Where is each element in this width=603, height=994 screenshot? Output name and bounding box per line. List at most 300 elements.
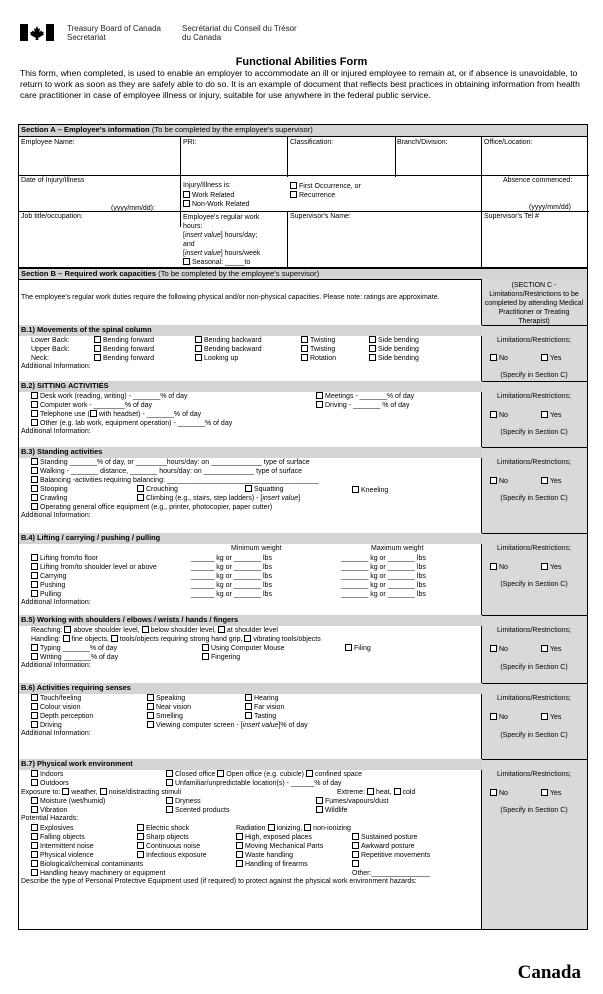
b7-infectious-checkbox[interactable] xyxy=(137,851,144,858)
b1-upper-bb-checkbox[interactable] xyxy=(195,345,202,352)
b7-no-checkbox[interactable] xyxy=(490,789,497,796)
b7-firearms-checkbox[interactable] xyxy=(236,860,243,867)
b5-tools-checkbox[interactable] xyxy=(111,635,118,642)
b6-near: Near vision xyxy=(156,704,192,711)
b2-driving-checkbox[interactable] xyxy=(316,401,323,408)
b7-radiation: Radiation xyxy=(236,825,266,832)
b6-no-checkbox[interactable] xyxy=(490,713,497,720)
dept-fr-line2: du Canada xyxy=(182,33,222,42)
b7-waste: Waste handling xyxy=(245,852,293,859)
b7-cold-checkbox[interactable] xyxy=(394,788,401,795)
b3-yes-checkbox[interactable] xyxy=(541,477,548,484)
b7-sharp-checkbox[interactable] xyxy=(137,833,144,840)
b1-sb-2: Side bending xyxy=(378,346,419,353)
absence-format: (yyyy/mm/dd) xyxy=(529,204,571,211)
intro-text: This form, when completed, is used to enable an employer to accommodate an ill or injured employee to remain at, or if absence is unavoidable, to return to work as soon as they are safely able to do so. It is an example of document that reflects best practices in obtaining information from health care practitioner in case of employee illness or injury, suitable for use anywhere in the federal public service. xyxy=(20,68,580,100)
b3-walking-checkbox[interactable] xyxy=(31,467,38,474)
b1-lower-bf-checkbox[interactable] xyxy=(94,336,101,343)
b5-specify: (Specify in Section C) xyxy=(500,664,568,671)
b4-item-0: Lifting from/to floor xyxy=(40,555,98,562)
b1-no-checkbox[interactable] xyxy=(490,354,497,361)
b1-upper-back: Upper Back: xyxy=(31,346,70,353)
b4-lift-floor-checkbox[interactable] xyxy=(31,554,38,561)
b2-tel-a: Telephone use ( xyxy=(40,411,90,418)
b7-yes-checkbox[interactable] xyxy=(541,789,548,796)
b6-limitations: Limitations/Restrictions; xyxy=(497,695,571,702)
b1-neck-ro-checkbox[interactable] xyxy=(301,354,308,361)
b7-sustained-checkbox[interactable] xyxy=(352,833,359,840)
b5-above-checkbox[interactable] xyxy=(64,626,71,633)
b6-touch-checkbox[interactable] xyxy=(31,694,38,701)
b7-ionizing: ionizing, xyxy=(276,825,303,832)
b7-vibration-checkbox[interactable] xyxy=(31,806,38,813)
b1-bb-1: Bending backward xyxy=(204,337,262,344)
b4-yes-checkbox[interactable] xyxy=(541,563,548,570)
b4-specify: (Specify in Section C) xyxy=(500,581,568,588)
b2-yes-checkbox[interactable] xyxy=(541,411,548,418)
b6-viewing-a: Viewing computer screen - [ xyxy=(156,722,243,729)
b6-driving-checkbox[interactable] xyxy=(31,721,38,728)
b7-explosives-checkbox[interactable] xyxy=(31,824,38,831)
b2-meetings-checkbox[interactable] xyxy=(316,392,323,399)
b4-title: B.4) Lifting / carrying / pushing / pulling xyxy=(19,533,482,544)
b5-limitations: Limitations/Restrictions; xyxy=(497,627,571,634)
b4-max-header: Maximum weight xyxy=(371,545,424,552)
reg-hours-and: and xyxy=(183,241,195,248)
b7-repetitive: Repetitive movements xyxy=(361,852,431,859)
b2-no: No xyxy=(499,412,508,419)
b2-title: B.2) SITTING ACTIVITIES xyxy=(19,381,482,392)
b4-max-fields[interactable] xyxy=(341,554,426,599)
b5-no: No xyxy=(499,646,508,653)
b7-violence-checkbox[interactable] xyxy=(31,851,38,858)
b7-heavy-checkbox[interactable] xyxy=(31,869,38,876)
b7-intermittent-checkbox[interactable] xyxy=(31,842,38,849)
b7-fumes: Fumes/vapours/dust xyxy=(325,798,389,805)
b4-additional: Additional Information: xyxy=(21,599,91,606)
b3-balancing: Balancing -activities requiring balancing: _______________________________________ xyxy=(40,477,319,484)
section-b xyxy=(18,268,588,930)
b1-lower-tw-checkbox[interactable] xyxy=(301,336,308,343)
b7-exposure: Exposure to: xyxy=(21,789,61,796)
b7-nonionizing-checkbox[interactable] xyxy=(304,824,311,831)
regular-hours-block: Employee's regular work hours: [insert value] hours/day; and [insert value] hours/week Seasonal: _____to xyxy=(183,214,261,266)
b3-operating-checkbox[interactable] xyxy=(31,503,38,510)
b5-mouse-checkbox[interactable] xyxy=(202,644,209,651)
b1-lower-back: Lower Back: xyxy=(31,337,70,344)
b7-hazards: Potential Hazards: xyxy=(21,815,79,822)
b7-vibration: Vibration xyxy=(40,807,68,814)
canada-wordmark: Canada xyxy=(517,962,581,983)
b7-sustained: Sustained posture xyxy=(361,834,418,841)
b7-extreme: Extreme: xyxy=(337,789,366,796)
b7-dryness-checkbox[interactable] xyxy=(166,797,173,804)
b7-nonionizing: non-ionizing xyxy=(313,825,351,832)
b6-far-checkbox[interactable] xyxy=(245,703,252,710)
b4-min-header: Minimum weight xyxy=(231,545,282,552)
pri-field[interactable]: PRI: xyxy=(183,139,197,146)
b1-additional: Additional Information: xyxy=(21,363,91,370)
reg-hours-week-value[interactable]: insert value xyxy=(184,250,221,257)
first-occurrence-label: First Occurrence, or xyxy=(299,183,361,190)
b3-kneeling: Kneeling xyxy=(361,487,389,494)
b5-fine: fine objects, xyxy=(71,636,109,643)
b7-infectious: Infectious exposure xyxy=(146,852,207,859)
b3-standing-checkbox[interactable] xyxy=(31,458,38,465)
b3-climbing-a: Climbing (e.g., stairs, step ladders) - [ xyxy=(146,495,263,502)
b3-crawling: Crawling xyxy=(40,495,68,502)
branch-field[interactable]: Branch/Division: xyxy=(397,139,448,146)
b1-bf-1: Bending forward xyxy=(103,337,154,344)
b5-title: B.5) Working with shoulders / elbows / wrists / hands / fingers xyxy=(19,615,482,626)
b1-bf-3: Bending forward xyxy=(103,355,154,362)
date-format-label: (yyyy/mm/dd): xyxy=(111,205,155,212)
office-field[interactable]: Office/Location: xyxy=(484,139,533,146)
b6-speaking: Speaking xyxy=(156,695,186,702)
b4-pushing-checkbox[interactable] xyxy=(31,581,38,588)
b5-fingering: Fingering xyxy=(211,654,241,661)
b3-standing: Standing _______% of day, or ________hours/day: on _____________ type of surface xyxy=(40,459,310,466)
b7-indoors: Indoors xyxy=(40,771,64,778)
b7-outdoors: Outdoors xyxy=(40,780,69,787)
b7-awkward: Awkward posture xyxy=(361,843,415,850)
b7-falling-checkbox[interactable] xyxy=(31,833,38,840)
b7-moisture-checkbox[interactable] xyxy=(31,797,38,804)
b4-no: No xyxy=(499,564,508,571)
b6-title: B.6) Activities requiring senses xyxy=(19,683,482,694)
b6-viewing-value[interactable]: insert value xyxy=(242,722,279,729)
b4-min-fields[interactable] xyxy=(191,554,272,599)
b2-other-checkbox[interactable] xyxy=(31,419,38,426)
b4-item-4: Pulling xyxy=(40,591,62,598)
b7-fumes-checkbox[interactable] xyxy=(316,797,323,804)
b5-above: above shoulder level, xyxy=(73,627,140,634)
b2-desk-checkbox[interactable] xyxy=(31,392,38,399)
b2-computer: Computer work - ________% of day xyxy=(40,402,153,409)
b7-continuous-checkbox[interactable] xyxy=(137,842,144,849)
b7-moving: Moving Mechanical Parts xyxy=(245,843,324,850)
b7-title: B.7) Physical work environment xyxy=(19,759,482,770)
date-injury-label: Date of Injury/Illness xyxy=(21,177,85,184)
b1-neck-lu-checkbox[interactable] xyxy=(195,354,202,361)
non-work-checkbox[interactable] xyxy=(183,200,190,207)
b1-lu: Looking up xyxy=(204,355,239,362)
classification-field[interactable]: Classification: xyxy=(290,139,334,146)
b5-filing-checkbox[interactable] xyxy=(345,644,352,651)
b5-below: below shoulder level, xyxy=(150,627,216,634)
b7-heat: heat, xyxy=(375,789,392,796)
b5-vib-checkbox[interactable] xyxy=(244,635,251,642)
b7-closed: Closed office xyxy=(175,771,216,778)
b6-yes-checkbox[interactable] xyxy=(541,713,548,720)
b7-heavy: Handling heavy machinery or equipment xyxy=(40,870,166,877)
b6-colour-checkbox[interactable] xyxy=(31,703,38,710)
b4-pulling-checkbox[interactable] xyxy=(31,590,38,597)
b7-unfamiliar: Unfamiliar/unpredictable location(s) - ______% of day xyxy=(175,780,342,787)
b7-continuous: Continuous noise xyxy=(146,843,201,850)
b5-typing: Typing _______% of day xyxy=(40,645,118,652)
b4-min-2[interactable]: ______ kg or _______ lbs xyxy=(191,573,272,580)
b1-sb-3: Side bending xyxy=(378,355,419,362)
b7-electric: Electric shock xyxy=(146,825,190,832)
b7-indoors-checkbox[interactable] xyxy=(31,770,38,777)
b4-min-1[interactable]: ______ kg or _______ lbs xyxy=(191,564,272,571)
reg-hours-per-day: ] hours/day; xyxy=(220,232,258,239)
b3-stooping-checkbox[interactable] xyxy=(31,485,38,492)
dept-fr-line1: Secrétariat du Conseil du Trésor xyxy=(182,24,297,33)
b4-yes: Yes xyxy=(550,564,562,571)
section-b-sub: (To be completed by the employee's supervisor) xyxy=(158,269,320,278)
b7-unfamiliar-checkbox[interactable] xyxy=(166,779,173,786)
b5-additional: Additional Information: xyxy=(21,662,91,669)
b3-specify: (Specify in Section C) xyxy=(500,495,568,502)
b5-writing-checkbox[interactable] xyxy=(31,653,38,660)
b1-yes-checkbox[interactable] xyxy=(541,354,548,361)
b7-scented-checkbox[interactable] xyxy=(166,806,173,813)
b2-specify: (Specify in Section C) xyxy=(500,429,568,436)
section-c-note: (SECTION C - Limitations/Restrictions to be completed by attending Medical Practitioner or Treating Therapist) xyxy=(484,282,584,325)
section-b-title: Section B – Required work capacities xyxy=(21,269,157,278)
b1-neck: Neck: xyxy=(31,355,49,362)
b7-intermittent: Intermittent noise xyxy=(40,843,94,850)
b7-open: Open office (e.g. cubicle) xyxy=(226,771,304,778)
b7-scented: Scented products xyxy=(175,807,230,814)
b3-climbing-value[interactable]: insert value xyxy=(262,495,299,502)
b4-item-2: Carrying xyxy=(40,573,67,580)
non-work-label: Non-Work Related xyxy=(192,201,250,208)
b6-near-checkbox[interactable] xyxy=(147,703,154,710)
b6-colour: Colour vision xyxy=(40,704,81,711)
b6-depth-checkbox[interactable] xyxy=(31,712,38,719)
b1-tw-1: Twisting xyxy=(310,337,336,344)
b1-lower-sb-checkbox[interactable] xyxy=(369,336,376,343)
b6-viewing-checkbox[interactable] xyxy=(147,721,154,728)
b1-sb-1: Side bending xyxy=(378,337,419,344)
absence-label: Absence commenced: xyxy=(503,177,573,184)
b1-lower-bb-checkbox[interactable] xyxy=(195,336,202,343)
b4-no-checkbox[interactable] xyxy=(490,563,497,570)
seasonal-label: Seasonal: _____to xyxy=(192,259,251,266)
b5-mouse: Using Computer Mouse xyxy=(211,645,285,652)
b5-tools: tools/objects requiring strong hand grip, xyxy=(119,636,243,643)
b3-no-checkbox[interactable] xyxy=(490,477,497,484)
b3-kneeling-checkbox[interactable] xyxy=(352,486,359,493)
b1-no: No xyxy=(499,355,508,362)
b5-yes: Yes xyxy=(550,646,562,653)
b3-yes: Yes xyxy=(550,478,562,485)
b6-viewing-c: ]% of day xyxy=(278,722,308,729)
b7-biological-checkbox[interactable] xyxy=(31,860,38,867)
reg-hours-value[interactable]: insert value xyxy=(184,232,221,239)
b7-violence: Physical violence xyxy=(40,852,94,859)
b1-specify: (Specify in Section C) xyxy=(500,372,568,379)
b6-depth: Depth perception xyxy=(40,713,94,720)
b7-moving-checkbox[interactable] xyxy=(236,842,243,849)
dept-name-en xyxy=(67,24,161,42)
b7-electric-checkbox[interactable] xyxy=(137,824,144,831)
b3-crouching-checkbox[interactable] xyxy=(137,485,144,492)
first-occurrence-checkbox[interactable] xyxy=(290,182,297,189)
b7-confined-checkbox[interactable] xyxy=(306,770,313,777)
b1-upper-tw-checkbox[interactable] xyxy=(301,345,308,352)
dept-en-line1: Treasury Board of Canada xyxy=(67,24,161,33)
b7-heat-checkbox[interactable] xyxy=(367,788,374,795)
b7-sharp: Sharp objects xyxy=(146,834,189,841)
b4-max-2[interactable]: _______ kg or _______ lbs xyxy=(341,573,426,580)
b4-min-3[interactable]: ______ kg or _______ lbs xyxy=(191,582,272,589)
work-related-checkbox[interactable] xyxy=(183,191,190,198)
b2-additional: Additional Information: xyxy=(21,428,91,435)
b7-biological: Biological/chemical contaminants xyxy=(40,861,144,868)
b5-fingering-checkbox[interactable] xyxy=(202,653,209,660)
b6-no: No xyxy=(499,714,508,721)
b3-balancing-checkbox[interactable] xyxy=(31,476,38,483)
b2-computer-checkbox[interactable] xyxy=(31,401,38,408)
b2-driving: Driving - _______ % of day xyxy=(325,402,410,409)
b7-ppe: Describe the type of Personal Protective Equipment used (if required) to protect against the physical work environment hazards: xyxy=(21,878,417,885)
dept-en-line2: Secretariat xyxy=(67,33,106,42)
b7-weather: weather, xyxy=(71,789,98,796)
b3-crawling-checkbox[interactable] xyxy=(31,494,38,501)
b6-smelling: Smelling xyxy=(156,713,183,720)
b1-tw-2: Twisting xyxy=(310,346,336,353)
b5-vib: vibrating tools/objects xyxy=(253,636,321,643)
recurrence-checkbox[interactable] xyxy=(290,191,297,198)
b7-wildlife-checkbox[interactable] xyxy=(316,806,323,813)
b2-desk: Desk work (reading, writing) - _______% of day xyxy=(40,393,188,400)
b2-telephone-checkbox[interactable] xyxy=(31,410,38,417)
b4-min-0[interactable]: ______ kg or _______ lbs xyxy=(191,555,272,562)
b6-smelling-checkbox[interactable] xyxy=(147,712,154,719)
b2-limitations: Limitations/Restrictions; xyxy=(497,393,571,400)
b7-closed-checkbox[interactable] xyxy=(166,770,173,777)
b7-no: No xyxy=(499,790,508,797)
section-a xyxy=(18,124,588,268)
b4-min-4[interactable]: ______ kg or _______ lbs xyxy=(191,591,272,598)
b3-climbing-checkbox[interactable] xyxy=(137,494,144,501)
supervisor-name-field[interactable]: Supervisor's Name: xyxy=(290,213,351,220)
b5-at-checkbox[interactable] xyxy=(218,626,225,633)
injury-is-label: Injury/Illness is: xyxy=(183,182,231,189)
b1-upper-sb-checkbox[interactable] xyxy=(369,345,376,352)
b4-max-4[interactable]: _______ kg or _______ lbs xyxy=(341,591,426,598)
b1-neck-sb-checkbox[interactable] xyxy=(369,354,376,361)
b2-meetings: Meetings - _______% of day xyxy=(325,393,415,400)
b4-max-1[interactable]: _______ kg or _______ lbs xyxy=(341,564,426,571)
b7-limitations: Limitations/Restrictions; xyxy=(497,771,571,778)
b6-hearing-checkbox[interactable] xyxy=(245,694,252,701)
section-b-desc: The employee's regular work duties require the following physical and/or non-physical capacities. Please note: ratings are approximate. xyxy=(21,294,440,301)
b7-noise-checkbox[interactable] xyxy=(100,788,107,795)
b5-yes-checkbox[interactable] xyxy=(541,645,548,652)
b7-awkward-checkbox[interactable] xyxy=(352,842,359,849)
b2-no-checkbox[interactable] xyxy=(490,411,497,418)
b7-ionizing-checkbox[interactable] xyxy=(268,824,275,831)
b5-filing: Filing xyxy=(354,645,371,652)
b6-tasting-checkbox[interactable] xyxy=(245,712,252,719)
b5-handling: Handling: xyxy=(31,636,61,643)
reg-hours-line2: hours: xyxy=(183,223,203,230)
b7-falling: Falling objects xyxy=(40,834,85,841)
b3-climbing-c: ] xyxy=(298,495,301,502)
employee-name-field[interactable]: Employee Name: xyxy=(21,139,75,146)
b1-bf-2: Bending forward xyxy=(103,346,154,353)
b7-explosives: Explosives xyxy=(40,825,74,832)
b6-hearing: Hearing xyxy=(254,695,279,702)
b4-carrying-checkbox[interactable] xyxy=(31,572,38,579)
b7-repetitive-checkbox[interactable] xyxy=(352,851,359,858)
b7-firearms: Handling of firearms xyxy=(245,861,308,868)
b7-noise: noise/distracting stimuli xyxy=(108,789,182,796)
b1-ro: Rotation xyxy=(310,355,337,362)
b2-yes: Yes xyxy=(550,412,562,419)
b7-high-checkbox[interactable] xyxy=(236,833,243,840)
b3-squatting: Squatting xyxy=(254,486,284,493)
b3-crouching: Crouching xyxy=(146,486,178,493)
b7-cold: cold xyxy=(402,789,416,796)
job-title-field[interactable]: Job title/occupation: xyxy=(21,213,83,220)
b4-max-3[interactable]: _______ kg or _______ lbs xyxy=(341,582,426,589)
b6-tasting: Tasting xyxy=(254,713,277,720)
work-related-label: Work Related xyxy=(192,192,235,199)
b1-yes: Yes xyxy=(550,355,562,362)
b6-speaking-checkbox[interactable] xyxy=(147,694,154,701)
reg-hours-per-week: ] hours/week xyxy=(220,250,261,257)
b6-specify: (Specify in Section C) xyxy=(500,732,568,739)
b2-other: Other (e.g. lab work, equipment operation) - _______% of day xyxy=(40,420,233,427)
b3-stooping: Stooping xyxy=(40,486,68,493)
b4-item-3: Pushing xyxy=(40,582,66,589)
b3-limitations: Limitations/Restrictions; xyxy=(497,459,571,466)
b7-other-checkbox[interactable] xyxy=(352,860,359,867)
section-a-title: Section A – Employee's information xyxy=(21,125,150,134)
b5-below-checkbox[interactable] xyxy=(142,626,149,633)
b2-headset-checkbox[interactable] xyxy=(90,410,97,417)
b7-weather-checkbox[interactable] xyxy=(62,788,69,795)
b5-no-checkbox[interactable] xyxy=(490,645,497,652)
b1-neck-bf-checkbox[interactable] xyxy=(94,354,101,361)
b5-fine-checkbox[interactable] xyxy=(63,635,70,642)
b4-lift-shoulder-checkbox[interactable] xyxy=(31,563,38,570)
b1-upper-bf-checkbox[interactable] xyxy=(94,345,101,352)
b7-confined: confined space xyxy=(314,771,363,778)
b3-squatting-checkbox[interactable] xyxy=(245,485,252,492)
b7-dryness: Dryness xyxy=(175,798,201,805)
form-title: Functional Abilities Form xyxy=(235,56,368,68)
b7-yes: Yes xyxy=(550,790,562,797)
b5-writing: Writing _______% of day xyxy=(40,654,119,661)
b1-title: B.1) Movements of the spinal column xyxy=(19,325,482,336)
b4-max-0[interactable]: _______ kg or _______ lbs xyxy=(341,555,426,562)
b5-typing-checkbox[interactable] xyxy=(31,644,38,651)
b7-moisture: Moisture (wet/humid) xyxy=(40,798,106,805)
b7-open-checkbox[interactable] xyxy=(217,770,224,777)
seasonal-checkbox[interactable] xyxy=(183,258,190,265)
b6-far: Far vision xyxy=(254,704,285,711)
b7-high: High, exposed places xyxy=(245,834,312,841)
b7-other-field[interactable]: Other:_______________ xyxy=(352,870,430,877)
b7-waste-checkbox[interactable] xyxy=(236,851,243,858)
b7-outdoors-checkbox[interactable] xyxy=(31,779,38,786)
section-a-header xyxy=(19,125,587,137)
b6-driving: Driving xyxy=(40,722,62,729)
dept-name-fr xyxy=(182,24,297,42)
supervisor-tel-field[interactable]: Supervisor's Tel # xyxy=(484,213,539,220)
b2-tel-b: with headset) - _______% of day xyxy=(98,411,202,418)
b7-specify: (Specify in Section C) xyxy=(500,807,568,814)
b1-limitations: Limitations/Restrictions; xyxy=(497,337,571,344)
b3-operating: Operating general office equipment (e.g., printer, photocopier, paper cutter) xyxy=(40,504,273,511)
